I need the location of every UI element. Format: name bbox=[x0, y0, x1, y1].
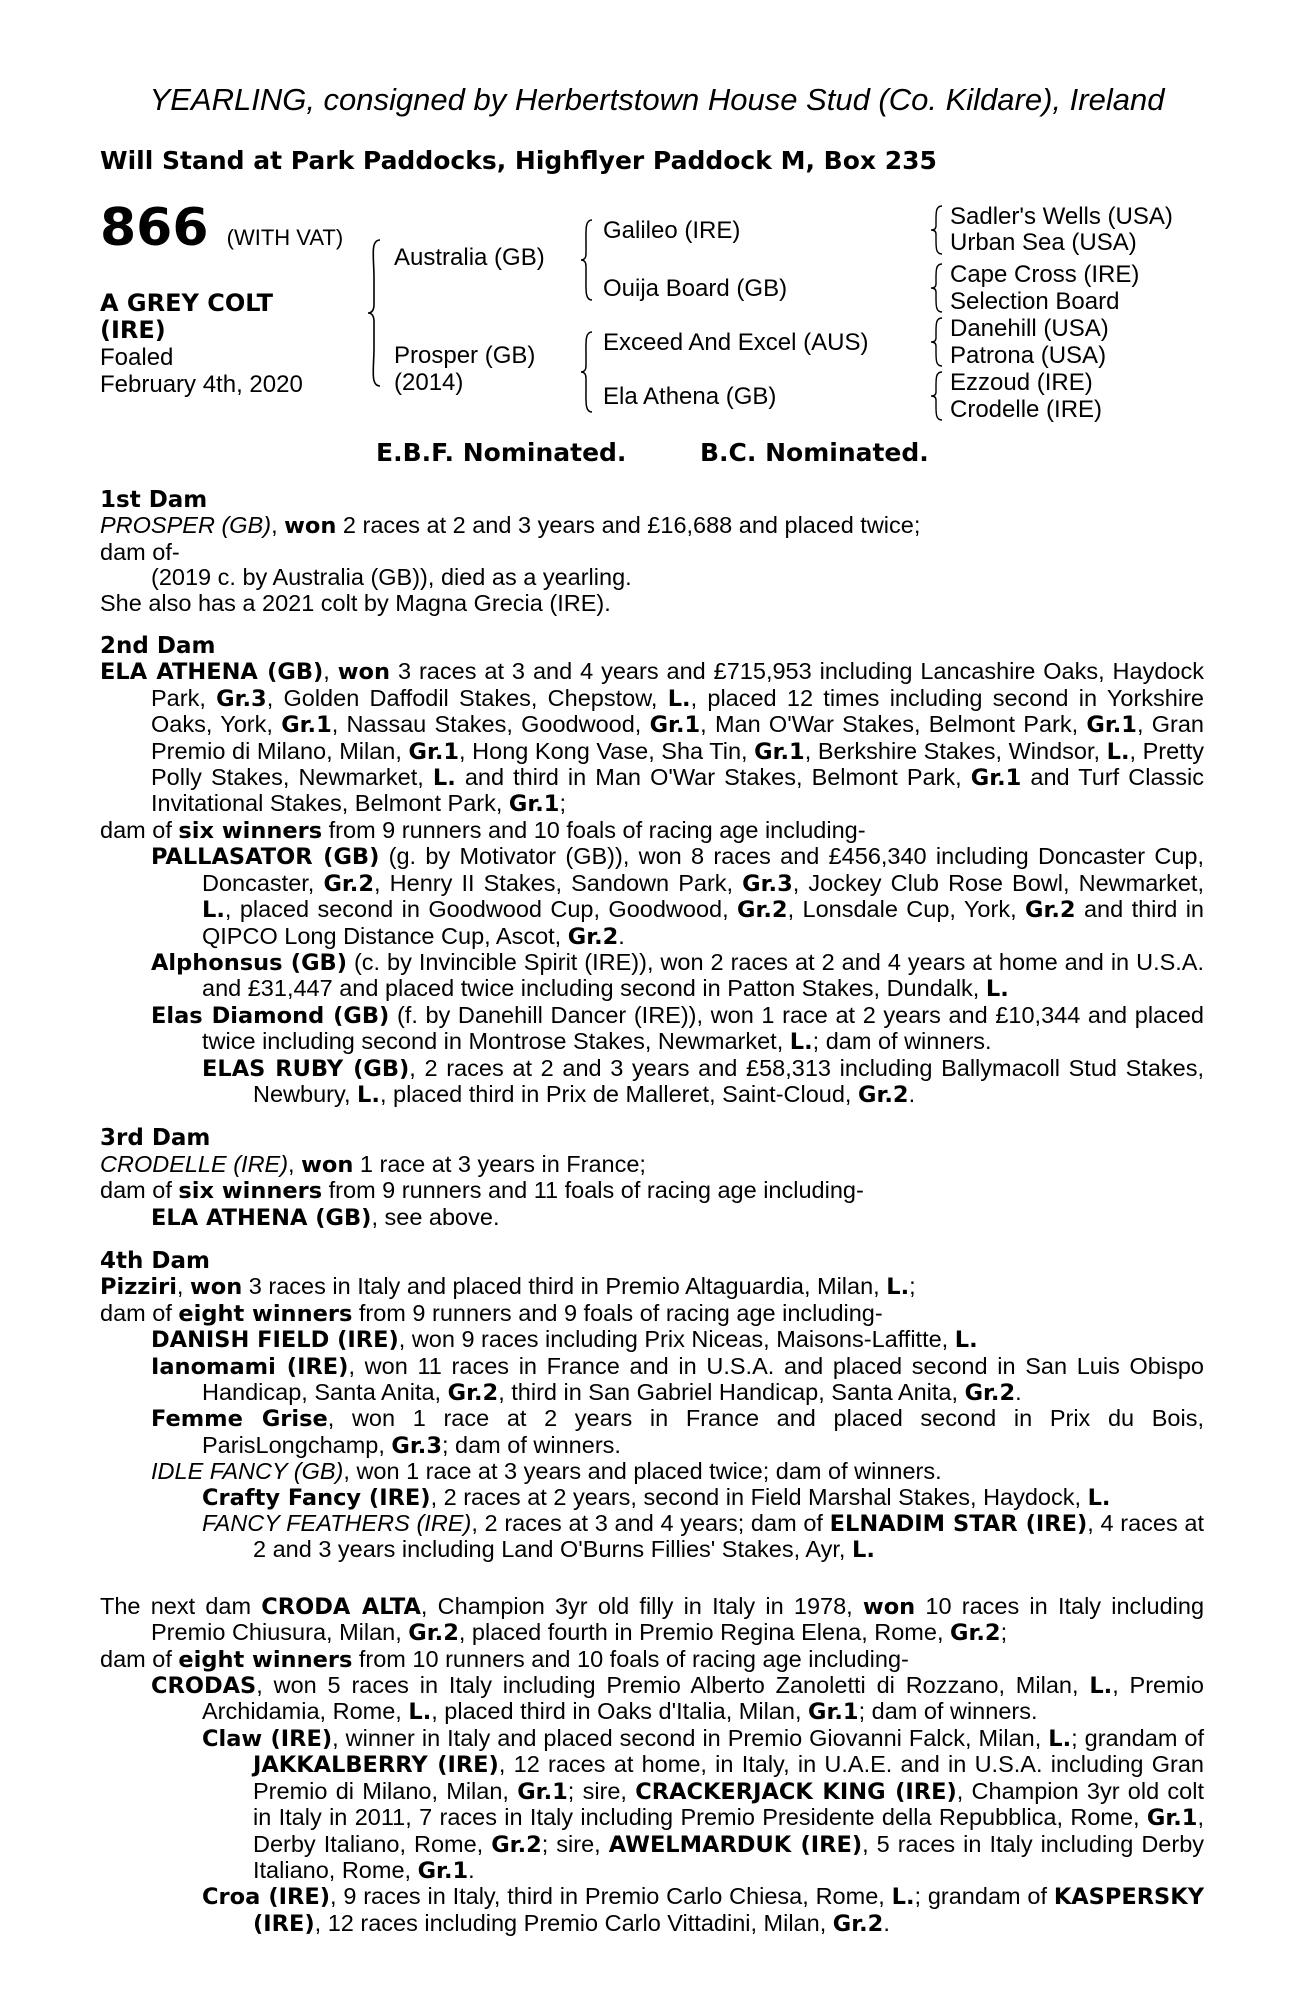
text-run: , Pretty Polly Stakes, Newmarket, bbox=[151, 737, 1204, 791]
text-run: , Champion 3yr old colt in Italy in 2011, 7 races in Italy including Premio Presidente della Repubblica, Rome, bbox=[253, 1777, 1204, 1831]
pedigree-g-3: Selection Board bbox=[950, 288, 1120, 315]
text-run: , Champion 3yr old filly in Italy in 1978, bbox=[420, 1592, 863, 1619]
text-run: (g. by Motivator (GB)), won 8 races and £456,340 including Doncaster Cup, Doncaster, bbox=[202, 843, 1204, 896]
bc-nomination: B.C. Nominated. bbox=[700, 438, 929, 467]
lot-country: (IRE) bbox=[100, 316, 166, 344]
pedigree-g-5: Patrona (USA) bbox=[950, 342, 1107, 369]
text-run: , Premio Archidamia, Rome, bbox=[202, 1672, 1204, 1725]
text-run: 3 races at 3 and 4 years and £715,953 including Lancashire Oaks, Haydock Park, bbox=[151, 658, 1204, 711]
lot-sex-colour: A GREY COLT bbox=[100, 289, 273, 317]
bold-text: Pizziri bbox=[100, 1274, 177, 1301]
bold-text: Gr.1 bbox=[1086, 712, 1137, 739]
text-run: ; dam of winners. bbox=[441, 1431, 621, 1458]
text-run: , won 11 races in France and in U.S.A. and placed second in San Luis Obispo Handicap, Santa Anita, bbox=[202, 1352, 1204, 1405]
text-run: , bbox=[323, 658, 338, 685]
bold-text: ELA ATHENA (GB) bbox=[151, 1204, 372, 1231]
bold-text: won bbox=[301, 1151, 354, 1178]
text-run: , won 9 races including Prix Niceas, Maisons-Laffitte, bbox=[398, 1326, 955, 1353]
bold-text: Gr.2 bbox=[737, 897, 788, 924]
bold-text: Gr.1 bbox=[408, 738, 460, 765]
text-run: , placed 12 times including second in Yorkshire Oaks, York, bbox=[151, 684, 1204, 738]
bold-text: L. bbox=[954, 1327, 978, 1354]
bold-text: Gr.1 bbox=[281, 712, 332, 739]
foaled-date: February 4th, 2020 bbox=[100, 371, 303, 398]
lot-description bbox=[100, 290, 303, 398]
bold-text: Gr.1 bbox=[970, 765, 1022, 792]
text-run: (f. by Danehill Dancer (IRE)), won 1 race at 2 years and £10,344 and placed twice including second in Montrose Stakes, Newmarket, bbox=[202, 1001, 1205, 1055]
bold-text: L. bbox=[985, 976, 1009, 1003]
bold-text: Femme Grise bbox=[151, 1406, 328, 1433]
section-entry bbox=[100, 540, 1204, 565]
bold-text: Gr.2 bbox=[832, 1910, 884, 1937]
stand-location: Will Stand at Park Paddocks, Highflyer Paddock M, Box 235 bbox=[100, 146, 937, 175]
text-run: , placed third in Prix de Malleret, Saint-Cloud, bbox=[379, 1080, 858, 1107]
section-entry bbox=[151, 844, 1204, 950]
bold-text: L. bbox=[1089, 1673, 1113, 1700]
pedigree-dam-dam: Ela Athena (GB) bbox=[603, 383, 777, 410]
text-run: ; sire, bbox=[567, 1777, 636, 1804]
bold-text: eight winners bbox=[178, 1300, 353, 1327]
bold-text: Ianomami (IRE) bbox=[151, 1353, 349, 1380]
text-run: (c. by Invincible Spirit (IRE)), won 2 races at 2 and 4 years at home and in U.S.A. and £31,447 and placed twice including second in Patton Stakes, Dundalk, bbox=[202, 948, 1205, 1002]
text-run: , bbox=[288, 1150, 302, 1177]
pedigree-dam-year: (2014) bbox=[394, 369, 464, 396]
pedigree-g-2: Cape Cross (IRE) bbox=[950, 261, 1140, 288]
text-run: , 5 races in Italy including Derby Italiano, Rome, bbox=[253, 1830, 1205, 1883]
pedigree-brace-dam-parents bbox=[580, 330, 594, 414]
text-run: (2019 c. by Australia (GB)), died as a yearling. bbox=[151, 564, 632, 591]
section-entry bbox=[151, 1354, 1204, 1407]
bold-text: ELA ATHENA (GB) bbox=[100, 659, 324, 686]
text-run: ; bbox=[559, 790, 566, 817]
italic-text: PROSPER (GB) bbox=[100, 512, 272, 539]
pedigree-dam-sire: Exceed And Excel (AUS) bbox=[603, 329, 869, 356]
pedigree-sire: Australia (GB) bbox=[394, 244, 545, 271]
text-run: 2 races at 2 and 3 years and £16,688 and placed twice; bbox=[336, 512, 921, 539]
dam-section bbox=[100, 1249, 1204, 1564]
bold-text: Gr.1 bbox=[1146, 1805, 1198, 1832]
section-entry bbox=[100, 1301, 1204, 1327]
bold-text: Gr.2 bbox=[567, 923, 619, 950]
bold-text: ELAS RUBY (GB) bbox=[202, 1055, 410, 1082]
bold-text: Gr.3 bbox=[391, 1432, 442, 1459]
section-title: 4th Dam bbox=[100, 1247, 210, 1274]
text-run: ; bbox=[1000, 1619, 1008, 1646]
bold-text: KASPERSKY (IRE) bbox=[253, 1884, 1204, 1937]
text-run: , bbox=[271, 512, 285, 539]
bold-text: PALLASATOR (GB) bbox=[151, 844, 380, 871]
text-run: from 9 runners and 10 foals of racing age including- bbox=[322, 816, 866, 843]
section-entry bbox=[202, 1726, 1204, 1884]
bold-text: Croa (IRE) bbox=[202, 1884, 330, 1911]
pedigree-brace-g3 bbox=[930, 316, 944, 368]
dam-section bbox=[100, 1594, 1204, 1937]
text-run: dam of bbox=[100, 816, 179, 843]
bold-text: L. bbox=[202, 897, 225, 924]
bold-text: CRODA ALTA bbox=[261, 1593, 421, 1620]
italic-text: CRODELLE (IRE) bbox=[100, 1150, 289, 1177]
text-run: , Henry II Stakes, Sandown Park, bbox=[374, 869, 743, 896]
section-entry bbox=[100, 1594, 1204, 1647]
section-entry bbox=[100, 1178, 1204, 1204]
bold-text: Gr.1 bbox=[754, 738, 805, 765]
text-run: and Turf Classic Invitational Stakes, Belmont Park, bbox=[151, 764, 1204, 817]
text-run: , Derby Italiano, Rome, bbox=[253, 1804, 1204, 1857]
pedigree-dam: Prosper (GB) bbox=[394, 342, 536, 369]
bold-text: AWELMARDUK (IRE) bbox=[608, 1831, 863, 1858]
text-run: , Hong Kong Vase, Sha Tin, bbox=[459, 737, 755, 764]
text-run: . bbox=[908, 1080, 916, 1107]
bold-text: Gr.2 bbox=[323, 870, 375, 897]
catalogue-header: YEARLING, consigned by Herbertstown House Stud (Co. Kildare), Ireland bbox=[149, 82, 1165, 117]
section-entry bbox=[151, 1003, 1204, 1056]
text-run: , 9 races in Italy, third in Premio Carlo Chiesa, Rome, bbox=[330, 1883, 892, 1910]
foaled-label: Foaled bbox=[100, 344, 174, 371]
section-entry bbox=[151, 1673, 1204, 1726]
vat-note: (WITH VAT) bbox=[226, 225, 344, 250]
section-title: 3rd Dam bbox=[100, 1125, 211, 1152]
section-entry bbox=[100, 513, 1204, 539]
section-entry bbox=[202, 1485, 1204, 1511]
bold-text: L. bbox=[886, 1274, 910, 1301]
text-run: from 9 runners and 9 foals of racing age including- bbox=[352, 1299, 883, 1326]
section-entry bbox=[151, 565, 1204, 590]
section-entry bbox=[151, 1205, 1204, 1231]
text-run: , Jockey Club Rose Bowl, Newmarket, bbox=[792, 869, 1204, 896]
bold-text: Gr.2 bbox=[447, 1380, 499, 1406]
text-run: , placed third in Oaks d'Italia, Milan, bbox=[431, 1698, 808, 1725]
bold-text: L. bbox=[789, 1029, 813, 1056]
text-run: , winner in Italy and placed second in Premio Giovanni Falck, Milan, bbox=[332, 1724, 1049, 1751]
bold-text: Gr.2 bbox=[950, 1620, 1001, 1647]
text-run: dam of bbox=[100, 1177, 179, 1204]
bold-text: ELNADIM STAR (IRE) bbox=[829, 1511, 1088, 1538]
pedigree-notes bbox=[100, 488, 1204, 1937]
section-entry bbox=[202, 1056, 1204, 1109]
bold-text: eight winners bbox=[178, 1646, 353, 1673]
text-run: . bbox=[618, 922, 625, 949]
section-entry bbox=[151, 1327, 1204, 1353]
section-entry bbox=[100, 818, 1204, 844]
text-run: , see above. bbox=[371, 1203, 500, 1230]
pedigree-g-7: Crodelle (IRE) bbox=[950, 396, 1103, 423]
text-run: , 2 races at 2 years, second in Field Marshal Stakes, Haydock, bbox=[430, 1483, 1088, 1510]
bold-text: L. bbox=[891, 1884, 915, 1911]
bold-text: Alphonsus (GB) bbox=[151, 949, 347, 976]
text-run: , placed second in Goodwood Cup, Goodwood, bbox=[224, 896, 738, 923]
pedigree-brace-g4 bbox=[930, 370, 944, 422]
text-run: , 12 races at home, in Italy, in U.A.E. and in U.S.A. including Gran Premio di Milano, Milan, bbox=[253, 1751, 1204, 1804]
text-run: , placed fourth in Premio Regina Elena, Rome, bbox=[458, 1619, 951, 1646]
dam-section bbox=[100, 1126, 1204, 1231]
text-run: , Gran Premio di Milano, Milan, bbox=[151, 711, 1204, 764]
bold-text: Crafty Fancy (IRE) bbox=[202, 1484, 431, 1511]
bold-text: Gr.1 bbox=[808, 1699, 859, 1726]
text-run: ; grandam of bbox=[1071, 1724, 1204, 1751]
bold-text: six winners bbox=[178, 817, 323, 844]
text-run: from 9 runners and 11 foals of racing age including- bbox=[322, 1177, 864, 1204]
bold-text: won bbox=[189, 1274, 243, 1301]
text-run: She also has a 2021 colt by Magna Grecia (IRE). bbox=[100, 589, 611, 616]
text-run: . bbox=[1015, 1379, 1022, 1405]
text-run: , 4 races at 2 and 3 years including Land O'Burns Fillies' Stakes, Ayr, bbox=[253, 1510, 1205, 1563]
text-run: , bbox=[176, 1273, 190, 1300]
bold-text: L. bbox=[1048, 1725, 1072, 1752]
bold-text: Gr.3 bbox=[742, 870, 793, 897]
dam-section bbox=[100, 488, 1204, 616]
bold-text: L. bbox=[1087, 1484, 1111, 1511]
italic-text: FANCY FEATHERS (IRE) bbox=[202, 1510, 472, 1537]
text-run: , won 5 races in Italy including Premio Alberto Zanoletti di Rozzano, Milan, bbox=[256, 1672, 1090, 1699]
text-run: and third in QIPCO Long Distance Cup, Ascot, bbox=[202, 896, 1204, 949]
bold-text: won bbox=[337, 659, 391, 686]
text-run: , Berkshire Stakes, Windsor, bbox=[804, 737, 1107, 764]
lot-number-block bbox=[100, 198, 344, 258]
text-run: dam of bbox=[100, 1645, 179, 1672]
text-run: dam of bbox=[100, 1299, 179, 1326]
text-run: ; dam of winners. bbox=[858, 1698, 1038, 1725]
section-title: 2nd Dam bbox=[100, 633, 216, 660]
bold-text: JAKKALBERRY (IRE) bbox=[253, 1752, 499, 1779]
bold-text: Gr.1 bbox=[417, 1857, 469, 1884]
text-run: , won 1 race at 3 years and placed twice; dam of winners. bbox=[343, 1458, 942, 1485]
bold-text: Claw (IRE) bbox=[202, 1725, 333, 1752]
bold-text: Gr.2 bbox=[964, 1380, 1016, 1406]
bold-text: DANISH FIELD (IRE) bbox=[151, 1327, 399, 1354]
text-run: , 2 races at 2 and 3 years and £58,313 including Ballymacoll Stud Stakes, Newbury, bbox=[253, 1054, 1205, 1107]
ebf-nomination: E.B.F. Nominated. bbox=[376, 438, 627, 467]
text-run: 3 races in Italy and placed third in Premio Altaguardia, Milan, bbox=[242, 1273, 887, 1300]
dam-section bbox=[100, 634, 1204, 1108]
text-run: , won 1 race at 2 years in France and placed second in Prix du Bois, ParisLongchamp, bbox=[202, 1405, 1204, 1458]
bold-text: Gr.2 bbox=[408, 1620, 459, 1647]
section-entry bbox=[151, 1406, 1204, 1459]
bold-text: Gr.1 bbox=[517, 1778, 568, 1805]
section-entry bbox=[100, 1274, 1204, 1300]
text-run: The next dam bbox=[100, 1592, 262, 1619]
text-run: , third in San Gabriel Handicap, Santa Anita, bbox=[498, 1379, 965, 1405]
text-run: ; dam of winners. bbox=[812, 1028, 992, 1055]
bold-text: CRACKERJACK KING (IRE) bbox=[635, 1778, 957, 1805]
section-entry bbox=[202, 1884, 1204, 1937]
section-entry bbox=[100, 659, 1204, 817]
text-run: , Nassau Stakes, Goodwood, bbox=[331, 711, 650, 738]
bold-text: won bbox=[862, 1593, 916, 1620]
bold-text: Gr.2 bbox=[1025, 897, 1076, 924]
section-entry bbox=[100, 1152, 1204, 1178]
bold-text: Gr.3 bbox=[216, 685, 267, 712]
section-entry bbox=[100, 591, 1204, 616]
section-entry bbox=[151, 950, 1204, 1003]
lot-number: 866 bbox=[100, 198, 209, 258]
bold-text: L. bbox=[667, 685, 691, 712]
text-run: 1 race at 3 years in France; bbox=[353, 1150, 646, 1177]
pedigree-brace-sire-parents bbox=[580, 218, 594, 302]
bold-text: CRODAS bbox=[151, 1673, 257, 1700]
text-run: 10 races in Italy including Premio Chiusura, Milan, bbox=[151, 1592, 1205, 1646]
text-run: and third in Man O'War Stakes, Belmont Park, bbox=[455, 764, 971, 791]
bold-text: Gr.1 bbox=[649, 712, 701, 739]
bold-text: Elas Diamond (GB) bbox=[151, 1002, 390, 1029]
text-run: ; sire, bbox=[541, 1830, 609, 1857]
text-run: ; bbox=[909, 1273, 916, 1300]
text-run: from 10 runners and 10 foals of racing age including- bbox=[352, 1645, 909, 1672]
bold-text: Gr.2 bbox=[491, 1831, 542, 1858]
text-run: , Man O'War Stakes, Belmont Park, bbox=[700, 711, 1087, 738]
bold-text: won bbox=[284, 513, 337, 540]
bold-text: Gr.1 bbox=[508, 791, 560, 818]
pedigree-brace-g2 bbox=[930, 262, 944, 314]
bold-text: L. bbox=[432, 765, 456, 792]
text-run: , Golden Daffodil Stakes, Chepstow, bbox=[266, 684, 668, 711]
section-entry bbox=[202, 1511, 1204, 1564]
italic-text: IDLE FANCY (GB) bbox=[151, 1458, 344, 1485]
pedigree-sire-sire: Galileo (IRE) bbox=[603, 217, 741, 244]
pedigree-g-0: Sadler's Wells (USA) bbox=[950, 203, 1173, 230]
bold-text: L. bbox=[851, 1537, 875, 1564]
bold-text: L. bbox=[1106, 738, 1130, 765]
text-run: , 2 races at 3 and 4 years; dam of bbox=[471, 1510, 830, 1537]
bold-text: L. bbox=[408, 1699, 432, 1726]
text-run: . bbox=[883, 1909, 890, 1936]
text-run: ; grandam of bbox=[914, 1883, 1054, 1910]
bold-text: L. bbox=[357, 1081, 380, 1108]
pedigree-g-6: Ezzoud (IRE) bbox=[950, 369, 1093, 396]
pedigree-brace-sire-dam bbox=[366, 238, 382, 388]
bold-text: Gr.2 bbox=[858, 1081, 909, 1108]
pedigree-sire-dam: Ouija Board (GB) bbox=[603, 275, 788, 302]
pedigree-g-4: Danehill (USA) bbox=[950, 315, 1109, 342]
text-run: dam of- bbox=[100, 538, 180, 565]
text-run: , Lonsdale Cup, York, bbox=[787, 896, 1026, 923]
text-run: , 12 races including Premio Carlo Vittadini, Milan, bbox=[314, 1909, 833, 1936]
pedigree-g-1: Urban Sea (USA) bbox=[950, 229, 1137, 256]
section-title: 1st Dam bbox=[100, 487, 208, 513]
text-run: . bbox=[468, 1856, 475, 1883]
pedigree-brace-g1 bbox=[930, 204, 944, 256]
section-entry bbox=[151, 1459, 1204, 1484]
section-entry bbox=[100, 1647, 1204, 1673]
bold-text: six winners bbox=[178, 1178, 323, 1205]
